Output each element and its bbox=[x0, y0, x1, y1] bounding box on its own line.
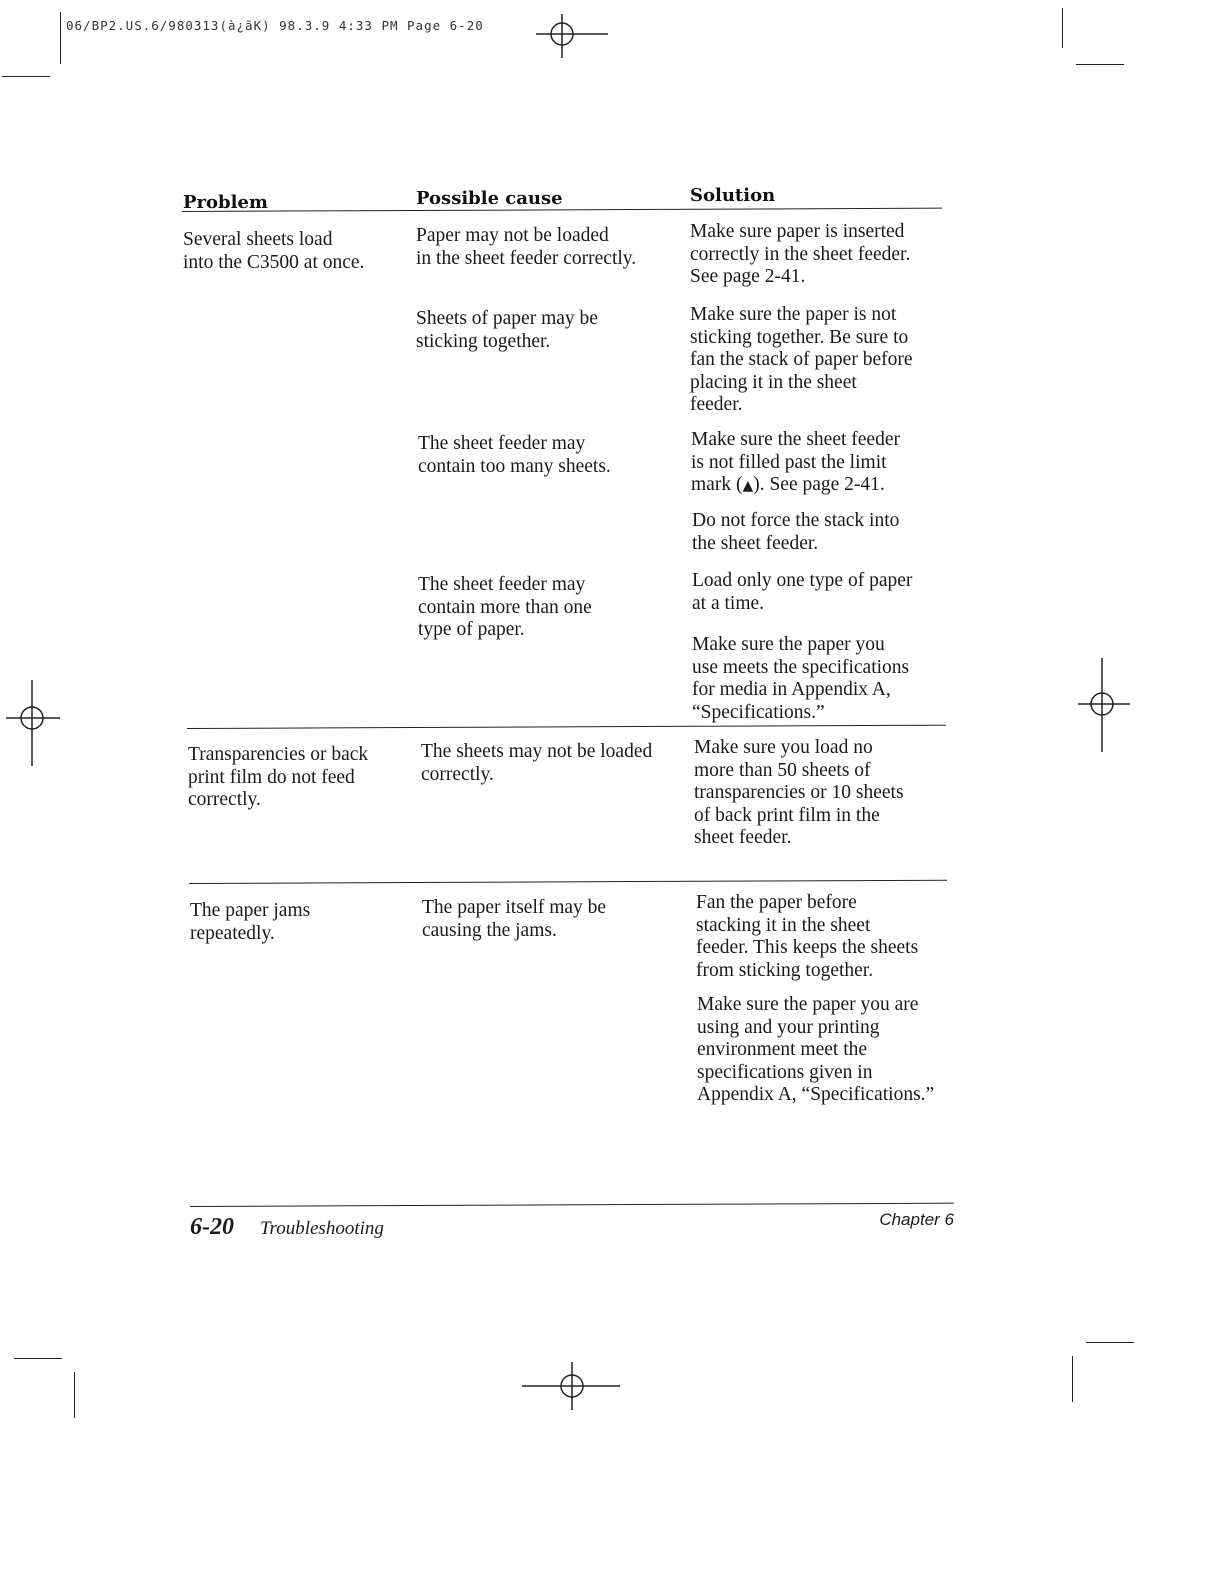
header-solution: Solution bbox=[690, 185, 776, 206]
cell-line: See page 2-41. bbox=[690, 266, 806, 287]
cell-line: causing the jams. bbox=[422, 919, 557, 941]
cell-line: environment meet the bbox=[697, 1039, 868, 1060]
problem-cell bbox=[190, 900, 310, 945]
cause-cell bbox=[416, 225, 636, 270]
cause-cell bbox=[418, 574, 592, 642]
solution-cell bbox=[694, 737, 904, 850]
crop-mark bbox=[1072, 1356, 1073, 1402]
cell-line: Several sheets load bbox=[183, 229, 333, 250]
chapter-label: Chapter 6 bbox=[879, 1210, 954, 1229]
header-possible-cause: Possible cause bbox=[416, 188, 563, 209]
cause-cell bbox=[422, 897, 606, 942]
cause-cell bbox=[421, 741, 652, 786]
slug-line: 06/BP2.US.6/980313(à¿ãK) 98.3.9 4:33 PM Page 6-20 bbox=[66, 18, 484, 33]
cell-line: sheet feeder. bbox=[694, 827, 792, 848]
crop-mark bbox=[60, 12, 61, 64]
cell-line: specifications given in bbox=[697, 1061, 873, 1083]
solution-cell bbox=[691, 429, 900, 498]
cell-line: Make sure the paper you bbox=[692, 634, 885, 655]
cell-line: more than 50 sheets of bbox=[694, 759, 871, 781]
crop-mark bbox=[74, 1372, 75, 1418]
cell-line: The sheet feeder may bbox=[418, 574, 586, 595]
solution-cell bbox=[697, 994, 934, 1107]
cell-line: correctly in the sheet feeder. bbox=[690, 243, 911, 265]
problem-cell bbox=[183, 229, 364, 274]
crop-mark bbox=[1062, 8, 1063, 48]
cell-line: The sheet feeder may bbox=[418, 433, 586, 454]
cell-line: Paper may not be loaded bbox=[416, 225, 609, 246]
cause-cell bbox=[416, 308, 598, 353]
mark-suffix: ). See page 2-41. bbox=[753, 474, 885, 495]
row-rule bbox=[187, 725, 946, 729]
solution-line bbox=[691, 474, 900, 498]
cell-line: The paper jams bbox=[190, 900, 311, 921]
crop-mark bbox=[1086, 1342, 1134, 1343]
cell-line: Make sure the paper is not bbox=[690, 304, 897, 325]
cell-line: Make sure the paper you are bbox=[697, 994, 919, 1015]
cell-line: feeder. This keeps the sheets bbox=[696, 937, 919, 958]
cell-line: print film do not feed bbox=[188, 766, 355, 788]
cell-line: from sticking together. bbox=[696, 959, 874, 981]
cell-line: into the C3500 at once. bbox=[183, 251, 365, 273]
solution-cell bbox=[690, 221, 910, 289]
cell-line: The paper itself may be bbox=[422, 897, 607, 918]
cell-line: placing it in the sheet bbox=[690, 371, 857, 393]
crop-mark bbox=[1076, 64, 1124, 65]
cell-line: Sheets of paper may be bbox=[416, 308, 598, 329]
cell-line: stacking it in the sheet bbox=[696, 914, 871, 936]
row-rule bbox=[189, 880, 947, 884]
registration-mark-right bbox=[1074, 656, 1134, 756]
cell-line: fan the stack of paper before bbox=[690, 349, 913, 370]
limit-mark-icon: ▲ bbox=[742, 478, 754, 494]
cell-line: of back print film in the bbox=[694, 804, 880, 826]
solution-line: is not filled past the limit bbox=[691, 451, 887, 473]
cell-line: sticking together. Be sure to bbox=[690, 326, 909, 348]
registration-mark-top bbox=[512, 10, 612, 60]
cell-line: for media in Appendix A, bbox=[692, 679, 891, 700]
cell-line: feeder. bbox=[690, 394, 743, 415]
cell-line: transparencies or 10 sheets bbox=[694, 782, 904, 803]
solution-cell bbox=[690, 304, 913, 417]
cell-line: the sheet feeder. bbox=[692, 532, 819, 554]
cell-line: Load only one type of paper bbox=[692, 570, 913, 591]
cell-line: at a time. bbox=[692, 592, 765, 614]
mark-prefix: mark ( bbox=[691, 474, 743, 495]
header-problem: Problem bbox=[183, 192, 268, 213]
solution-line: Make sure the sheet feeder bbox=[691, 429, 900, 450]
cell-line: contain too many sheets. bbox=[418, 455, 611, 477]
solution-cell bbox=[692, 510, 899, 555]
cell-line: repeatedly. bbox=[190, 922, 275, 944]
cell-line: sticking together. bbox=[416, 330, 551, 352]
problem-cell bbox=[188, 744, 368, 812]
registration-mark-left bbox=[4, 680, 64, 770]
crop-mark bbox=[2, 76, 50, 77]
cell-line: Fan the paper before bbox=[696, 892, 857, 913]
cell-line: using and your printing bbox=[697, 1016, 880, 1038]
cell-line: correctly. bbox=[188, 789, 261, 810]
cell-line: type of paper. bbox=[418, 619, 525, 640]
cell-line: Do not force the stack into bbox=[692, 510, 900, 531]
page-number: 6-20 bbox=[190, 1214, 234, 1240]
footer-rule bbox=[190, 1203, 954, 1207]
cell-line: The sheets may not be loaded bbox=[421, 741, 653, 762]
registration-mark-bottom bbox=[520, 1360, 624, 1414]
cause-cell bbox=[418, 433, 611, 478]
cell-line: Make sure paper is inserted bbox=[690, 221, 905, 242]
cell-line: in the sheet feeder correctly. bbox=[416, 247, 637, 269]
cell-line: use meets the specifications bbox=[692, 656, 910, 678]
solution-cell bbox=[696, 892, 918, 982]
solution-cell bbox=[692, 570, 912, 615]
cell-line: contain more than one bbox=[418, 596, 592, 618]
cell-line: Transparencies or back bbox=[188, 744, 369, 765]
solution-cell bbox=[692, 634, 909, 724]
section-title: Troubleshooting bbox=[260, 1218, 384, 1239]
crop-mark bbox=[14, 1358, 62, 1359]
cell-line: “Specifications.” bbox=[692, 701, 825, 723]
cell-line: Make sure you load no bbox=[694, 737, 873, 758]
cell-line: correctly. bbox=[421, 763, 494, 785]
cell-line: Appendix A, “Specifications.” bbox=[697, 1084, 935, 1105]
